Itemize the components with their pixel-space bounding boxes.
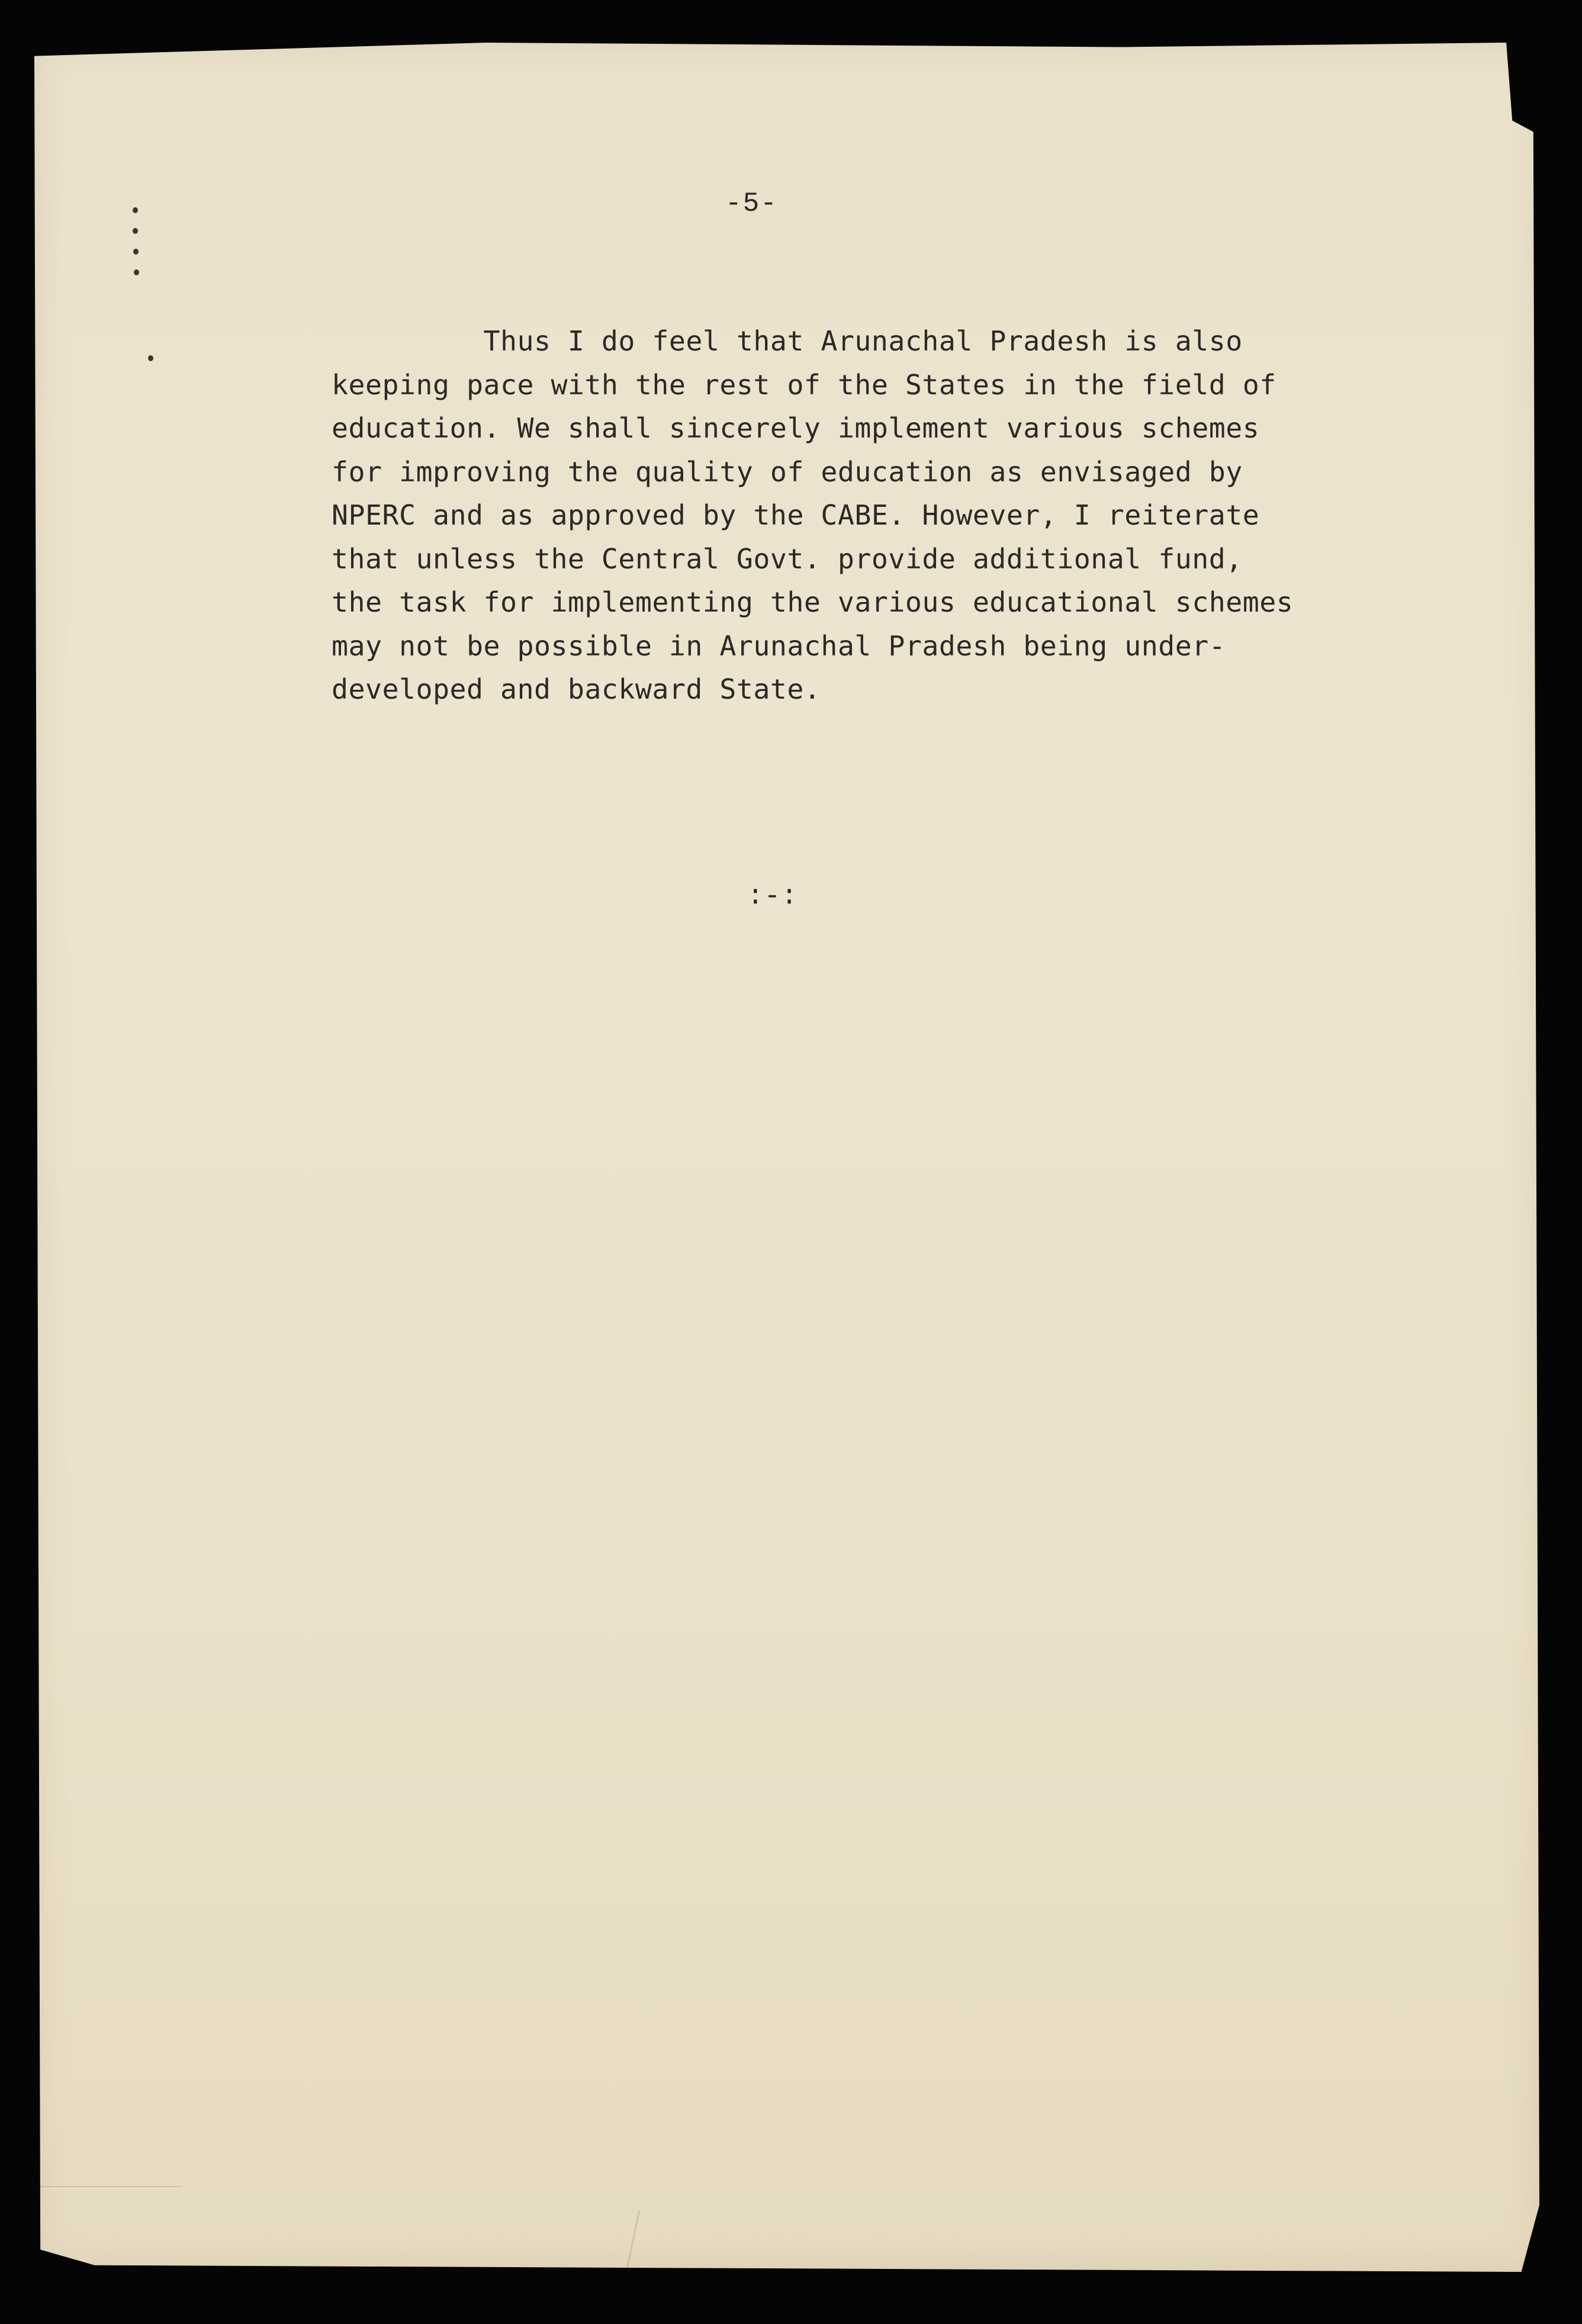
page-number: -5-	[725, 188, 778, 219]
punch-hole	[134, 269, 139, 275]
paper-crease	[626, 2210, 641, 2268]
binding-marks	[130, 201, 154, 379]
punch-hole	[133, 207, 138, 213]
punch-hole	[133, 249, 139, 255]
punch-hole	[133, 228, 138, 234]
punch-hole	[148, 355, 153, 361]
end-mark: :-:	[747, 881, 798, 912]
paper-crease	[40, 2186, 182, 2187]
body-paragraph: Thus I do feel that Arunachal Pradesh is also keeping pace with the rest of the States in the field of education. We shall sincerely implement various schemes for improving the quality of education as envisaged by NPERC and as approved by the CABE. However, I reiterate that unless the Central Govt. provide additional fund, the task for implementing the various educational schemes may not be possible in Arunachal Pradesh being under- developed and backward State.	[332, 325, 1294, 705]
